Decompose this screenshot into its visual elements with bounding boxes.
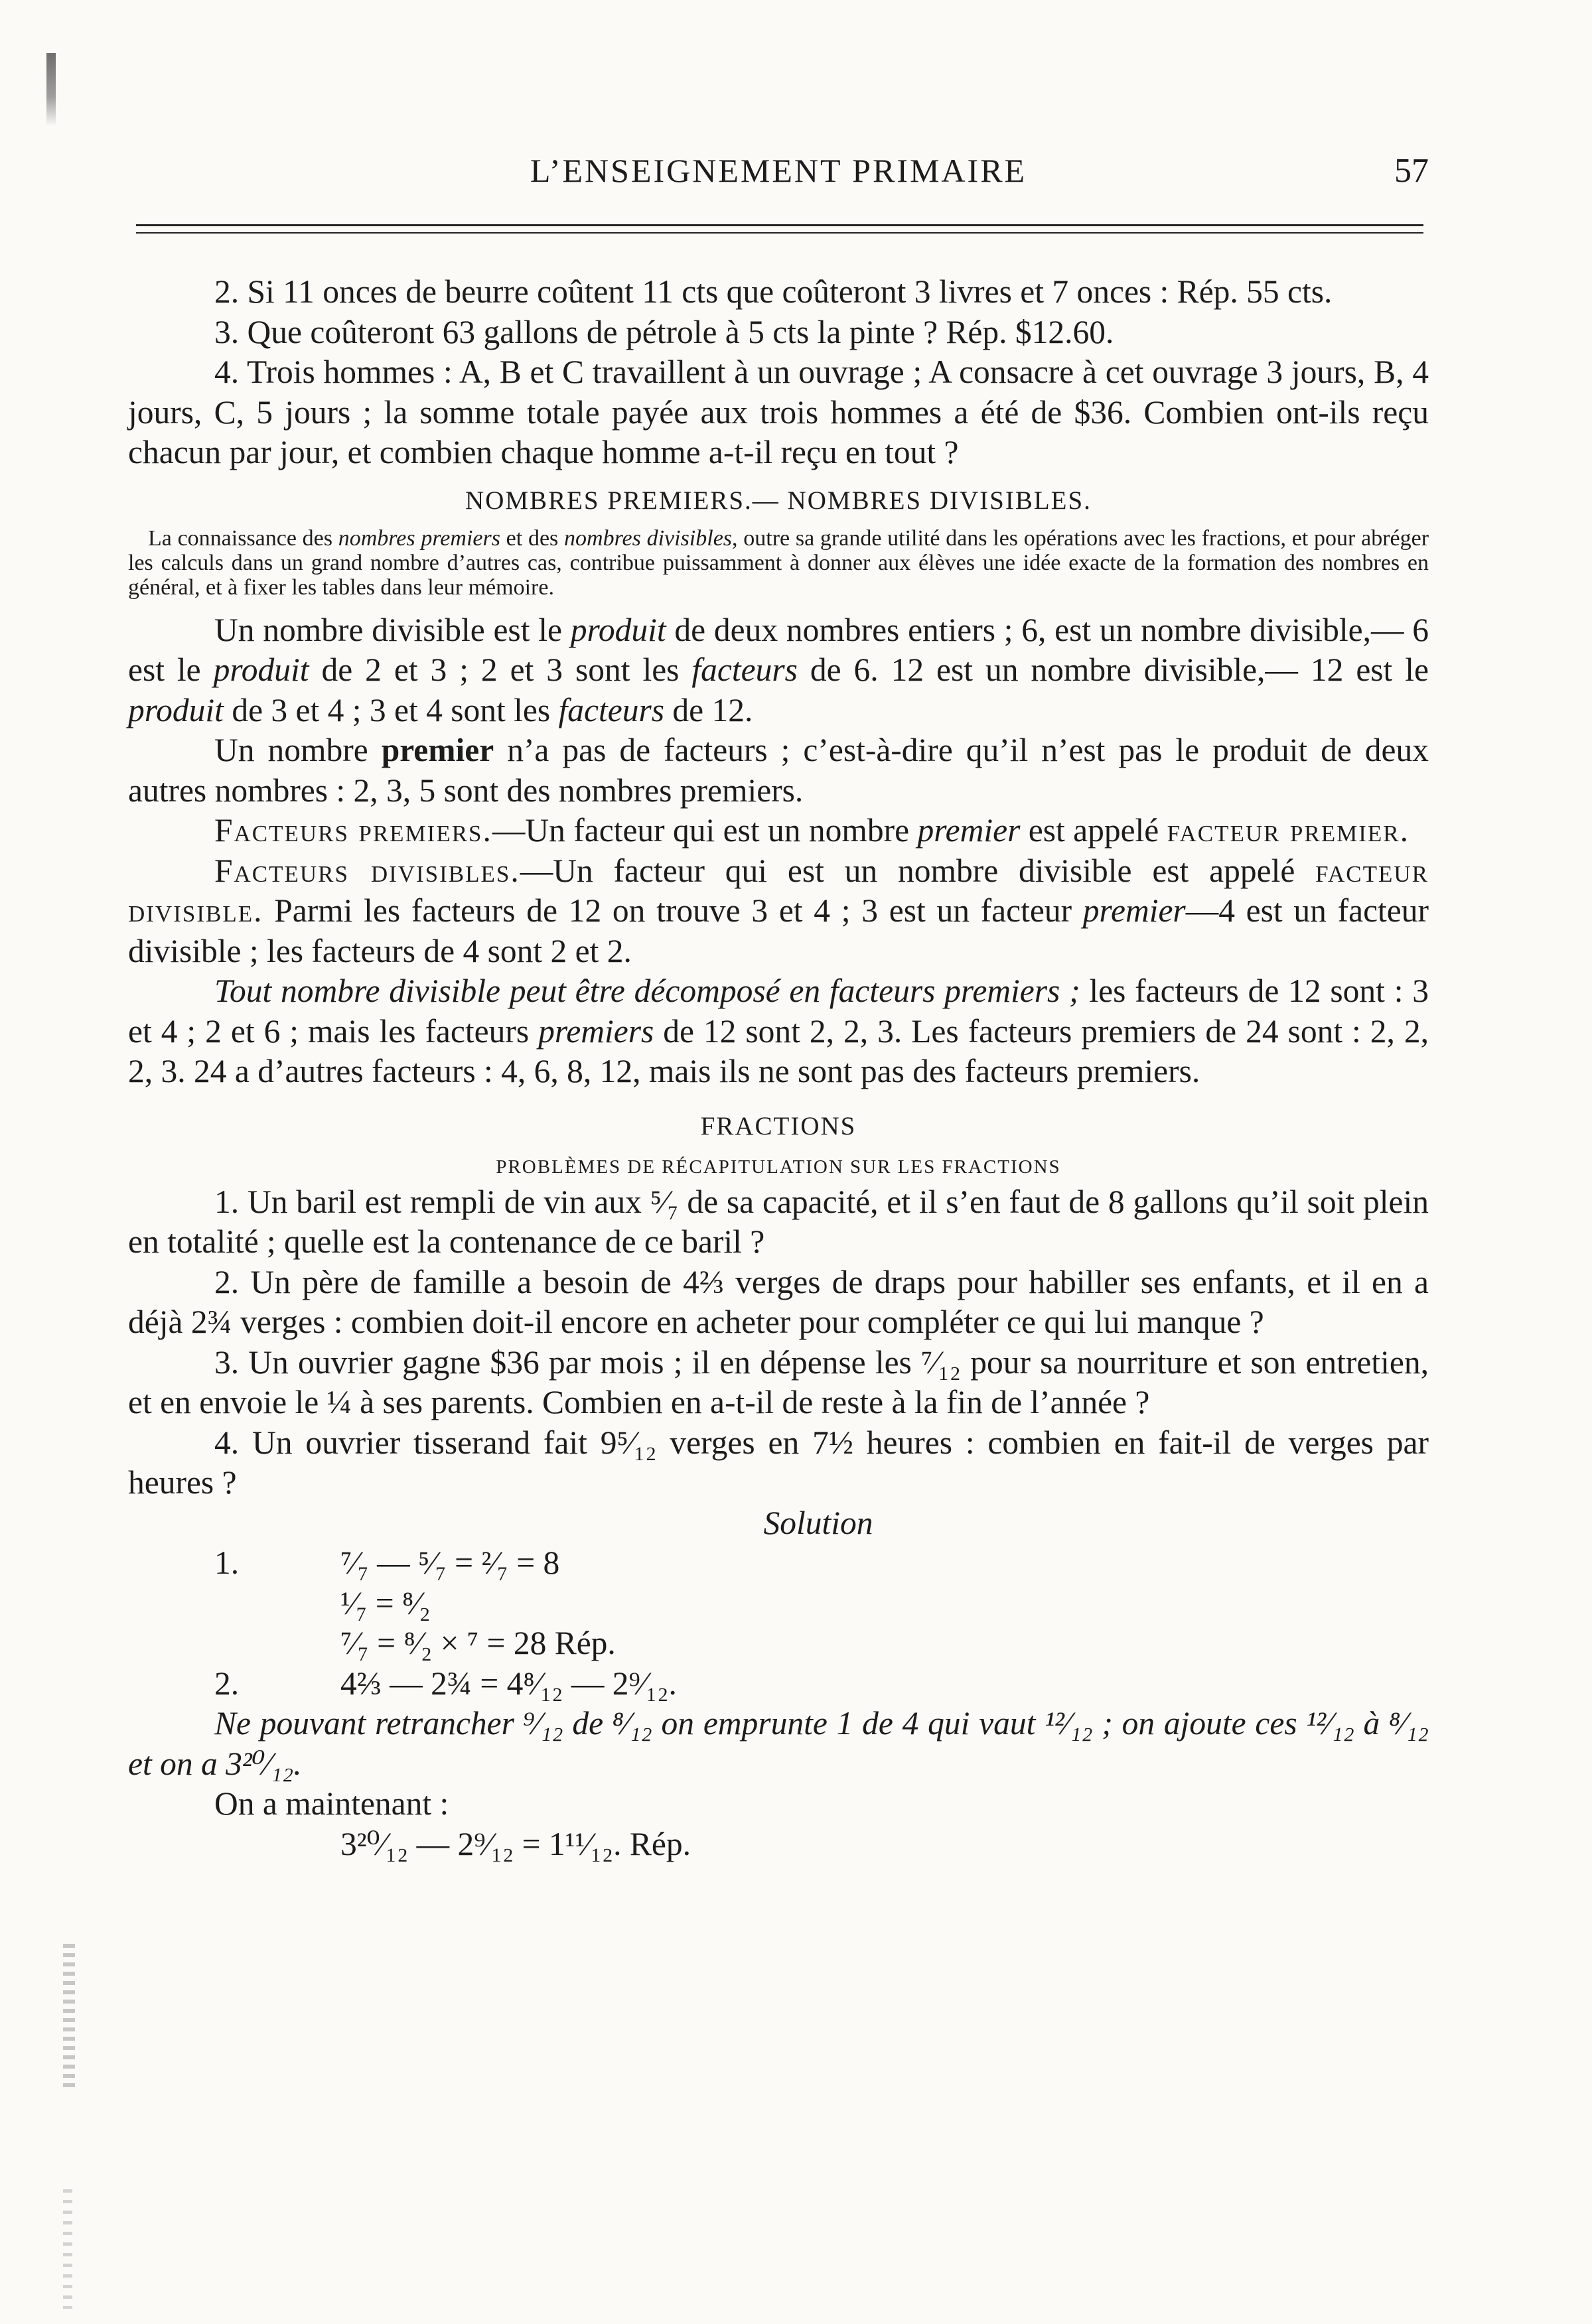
solution-line	[128, 1824, 1429, 1865]
equation: ⁷⁄₇ — ⁵⁄₇ = ²⁄₇ = 8	[340, 1544, 560, 1581]
running-title: L’ENSEIGNEMENT PRIMAIRE	[530, 152, 1027, 189]
emphasis: produit	[213, 651, 309, 688]
term-small-caps: Facteurs premiers.	[214, 812, 492, 849]
text: —4 est un facteur divisible ; les facteurs de 4 sont 2 et 2.	[128, 892, 1429, 969]
solution-explanation: Ne pouvant retrancher ⁹⁄₁₂ de ⁸⁄₁₂ on emprunte 1 de 4 qui vaut ¹²⁄₁₂ ; on ajoute ces ¹²⁄₁₂ à ⁸⁄₁₂ et on a 3²⁰⁄₁₂.	[128, 1705, 1429, 1782]
text: de 3 et 4 ; 3 et 4 sont les	[223, 691, 559, 728]
definition-paragraph	[128, 610, 1429, 731]
equation: 3²⁰⁄₁₂ — 2⁹⁄₁₂ = 1¹¹⁄₁₂. Rép.	[340, 1825, 691, 1862]
solution-line	[128, 1543, 1429, 1584]
problem-paragraph: 2. Un père de famille a besoin de 4⅔ verges de draps pour habiller ses enfants, et il en a déjà 2¾ verges : combien doit-il encore en acheter pour compléter ce qui lui manque ?	[128, 1263, 1429, 1340]
text: —Un facteur qui est un nombre divisible est appelé	[520, 852, 1316, 889]
text: est appelé	[1020, 812, 1167, 849]
section-heading: FRACTIONS	[700, 1111, 857, 1140]
problem-paragraph: 3. Un ouvrier gagne $36 par mois ; il en dépense les ⁷⁄₁₂ pour sa nourriture et son entretien, et en envoie le ¼ à ses parents. Combien en a-t-il de reste à la fin de l’année ?	[128, 1343, 1429, 1420]
problem-paragraph: 4. Trois hommes : A, B et C travaillent à un ouvrage ; A consacre à cet ouvrage 3 jours, B, 4 jours, C, 5 jours ; la somme totale payée aux trois hommes a été de $36. Combien ont-ils reçu chacun par jour, et combien chaque homme a-t-il reçu en tout ?	[128, 354, 1429, 470]
emphasis: Tout nombre divisible peut être décomposé en facteurs premiers ;	[214, 973, 1080, 1009]
text: de 6. 12 est un nombre divisible,— 12 est le	[797, 651, 1429, 688]
text: Un nombre divisible est le	[214, 611, 571, 648]
definition-paragraph	[128, 730, 1429, 811]
equation: ⁷⁄₇ = ⁸⁄₂ × ⁷ = 28 Rép.	[340, 1625, 616, 1661]
note-emphasis: nombres divisibles	[564, 525, 733, 551]
note-text: et des	[500, 525, 565, 551]
term-small-caps: facteur divisible.	[128, 852, 1429, 929]
emphasis: premier	[1082, 892, 1186, 929]
note-emphasis: nombres premiers	[338, 525, 500, 551]
emphasis: produit	[128, 691, 224, 728]
text: de 12.	[664, 691, 753, 728]
section-subheading: PROBLÈMES DE RÉCAPITULATION SUR LES FRACTIONS	[496, 1156, 1061, 1178]
solution-number: 2.	[214, 1665, 240, 1702]
note-text: La connaissance des	[148, 525, 338, 551]
solution-line	[128, 1623, 1429, 1664]
emphasis: produit	[570, 611, 666, 648]
definition-paragraph	[128, 851, 1429, 972]
section-heading: NOMBRES PREMIERS.— NOMBRES DIVISIBLES.	[465, 486, 1092, 515]
solution-line: On a maintenant :	[214, 1785, 449, 1822]
page-number: 57	[1394, 152, 1429, 190]
solution-number: 1.	[214, 1544, 240, 1581]
text: de 2 et 3 ; 2 et 3 sont les	[309, 651, 692, 688]
emphasis: premier	[917, 812, 1021, 849]
problem-paragraph: 1. Un baril est rempli de vin aux ⁵⁄₇ de sa capacité, et il s’en faut de 8 gallons qu’il soit plein en totalité ; quelle est la contenance de ce baril ?	[128, 1183, 1429, 1260]
note-text: , outre sa grande utilité dans les opérations avec les fractions, et pour abréger les calculs dans un grand nombre d’autres cas, contribue puissamment à donner aux élèves une idée exacte de la formation des nombres en général, et à fixer les tables dans leur mémoire.	[128, 525, 1429, 600]
text: de deux nombres entiers ; 6, est un nombre divisible,— 6 est le	[128, 611, 1429, 688]
problem-paragraph: 4. Un ouvrier tisserand fait 9⁵⁄₁₂ verges en 7½ heures : combien en fait-il de verges par heures ?	[128, 1424, 1429, 1501]
solution-line	[128, 1664, 1429, 1704]
header-rule	[136, 232, 1423, 234]
solution-line	[128, 1584, 1429, 1624]
definition-paragraph	[128, 971, 1429, 1092]
equation: ¹⁄₇ = ⁸⁄₂	[340, 1584, 431, 1621]
emphasis: facteurs	[558, 691, 664, 728]
text: Parmi les facteurs de 12 on trouve 3 et 4 ; 3 est un facteur	[263, 892, 1083, 929]
emphasis: premiers	[538, 1012, 654, 1050]
scan-artifact	[63, 2189, 72, 2309]
solution-title: Solution	[763, 1504, 873, 1541]
emphasis: facteurs	[691, 651, 798, 688]
text: de 12 sont 2, 2, 3. Les facteurs premiers de 24 sont : 2, 2, 2, 3. 24 a d’autres facteurs : 4, 6, 8, 12, mais ils ne sont pas des facteurs premiers.	[128, 1012, 1429, 1089]
text: les facteurs de 12 sont : 3 et 4 ; 2 et 6 ; mais les facteurs	[128, 973, 1429, 1050]
running-head	[128, 151, 1429, 204]
header-rule	[136, 224, 1423, 226]
term-small-caps: facteur premier.	[1167, 812, 1410, 849]
problem-paragraph: 3. Que coûteront 63 gallons de pétrole à 5 cts la pinte ? Rép. $12.60.	[214, 313, 1114, 350]
scan-artifact	[63, 1944, 75, 2090]
page-body	[128, 272, 1429, 1864]
text: n’a pas de facteurs ; c’est-à-dire qu’il n’est pas le produit de deux autres nombres : 2, 3, 5 sont des nombres premiers.	[128, 732, 1429, 809]
section-note	[128, 526, 1429, 600]
text: Un nombre	[214, 732, 382, 768]
problem-paragraph: 2. Si 11 onces de beurre coûtent 11 cts que coûteront 3 livres et 7 onces : Rép. 55 cts.	[214, 273, 1333, 310]
term-small-caps: Facteurs divisibles.	[214, 852, 520, 889]
equation: 4⅔ — 2¾ = 4⁸⁄₁₂ — 2⁹⁄₁₂.	[340, 1665, 677, 1702]
bold-term: premier	[381, 732, 494, 768]
scan-artifact	[46, 53, 56, 126]
text: —Un facteur qui est un nombre	[492, 812, 918, 849]
definition-paragraph	[128, 811, 1429, 851]
